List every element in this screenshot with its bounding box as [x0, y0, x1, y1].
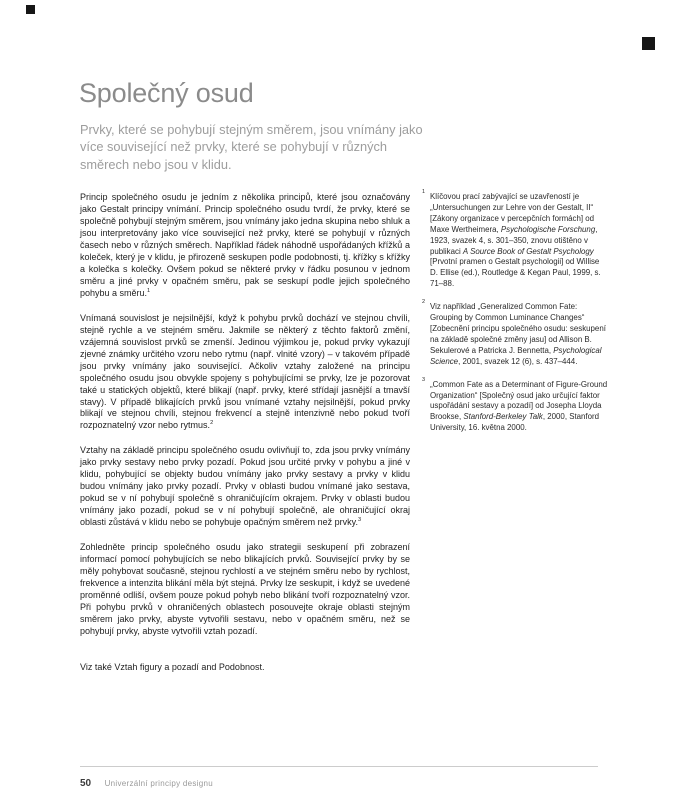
body-text-column	[80, 192, 410, 674]
chapter-tab-marker-icon	[642, 37, 655, 50]
see-also-line: Viz také Vztah figury a pozadí and Podobnost.	[80, 661, 265, 672]
page-title: Společný osud	[79, 78, 254, 108]
footnote-2: 2 Viz například „Generalized Common Fate: Grouping by Common Luminance Changes“ [Zobecnění principu společného osudu: seskupení na základě společné změny jasu] od Allison B. Sekulerové a Patricka J. Bennetta, Psychological Science, 2001, svazek 12 (6), s. 437–444.	[422, 299, 606, 366]
footnotes-column	[422, 189, 608, 446]
book-title: Univerzální principy designu	[104, 779, 214, 788]
footnote-3: 3 „Common Fate as a Determinant of Figure-Ground Organization“ [Společný osud jako určující faktor uspořádání sestavy a pozadí] od Josepha Lloyda Brookse, Stanford-Berkeley Talk, 2000, Stanford University, 16. května 2000.	[422, 376, 608, 433]
body-paragraph-1: Princip společného osudu je jedním z několika principů, které jsou označovány jako Gestalt principy vnímání. Princip společného osudu tvrdí, že prvky, které se společně pohybují stejným směrem, jsou vnímány jako jedna skupina nebo shluk a jsou interpretovány jako více související než prvky, které se pohybují v různých časech nebo v různých směrech. Například řádek náhodně uspořádaných křížků a koleček, který je v klidu, je přirozeně seskupen podle podobnosti, tj. křížky s křížky a kolečka s kolečky. Ovšem pokud se některé prvky v řádku posunou v jednom směru a jiné prvky v opačném směru, pak se seskupí podle jejich společného pohybu a směru.$^1$	[80, 192, 410, 298]
body-paragraph-3: Vztahy na základě principu společného osudu ovlivňují to, zda jsou prvky vnímány jako prvky sestavy nebo prvky pozadí. Pokud jsou určité prvky v pohybu a jiné v klidu, pohybující se objekty budou vnímány jako prvky sestavy a prvky v klidu budou vnímány jako prvky pozadí. Prvky v oblasti budou vnímané jako sestava, pokud se v ní pohybují společně s ohraničujícím okrajem. Prvky v oblasti budou vnímány jako pozadí, pokud se v ní pohybují společně, ale ohraničující okraj oblasti zůstává v klidu nebo se pohybuje opačným směrem než prvky.$^3$	[80, 445, 410, 528]
footnote-1: 1 Klíčovou prací zabývající se uzavřeností je „Untersuchungen zur Lehre von der Gestalt, II“ [Zákony organizace v percepčních formách] od Maxe Wertheimera, Psychologische Forschung, 1923, svazek 4, s. 301–350, znovu otištěno v publikaci A Source Book of Gestalt Psychology [Prvotní pramen o Gestalt psychologii] od Willise D. Ellise (ed.), Routledge & Kegan Paul, 1999, s. 71–88.	[422, 189, 601, 289]
footnote-text: Klíčovou prací zabývající se uzavřeností je „Untersuchungen zur Lehre von der Gestalt, II“ [Zákony organizace v percepčních formách] od Maxe Wertheimera, Psychologische Forschung, 1923, svazek 4, s. 301–350, znovu otištěno v publikaci A Source Book of Gestalt Psychology [Prvotní pramen o Gestalt psychologii] od Willise D. Ellise (ed.), Routledge & Kegan Paul, 1999, s. 71–88.	[430, 192, 601, 289]
page-footer	[80, 766, 598, 791]
body-paragraph-4: Zohledněte princip společného osudu jako strategii seskupení při zobrazení informací pomocí pohybujících se nebo blikajících prvků. Související prvky by se měly pohybovat současně, stejnou rychlostí a ve stejném směru nebo by rychlost, frekvence a intenzita blikání měla být stejná. Prvky lze seskupit, i když se uvedené proměnné odliší, ovšem pouze pokud pohyb nebo blikání tvoří rozpoznatelný vzor. Při pohybu prvků v ohraničených oblastech posouvejte okraje oblasti stejným směrem jako prvky, abyste vytvořili sestavu, nebo v opačném směru, než se pohybují prvky, abyste vytvořili vztah pozadí.	[80, 542, 410, 636]
page-subtitle: Prvky, které se pohybují stejným směrem, jsou vnímány jako více související než prvky, které se pohybují v různých směrech nebo jsou v klidu.	[80, 122, 423, 172]
footnote-text: „Common Fate as a Determinant of Figure-Ground Organization“ [Společný osud jako určující faktor uspořádání sestavy a pozadí] od Josepha Lloyda Brookse, Stanford-Berkeley Talk, 2000, Stanford University, 16. května 2000.	[430, 379, 608, 433]
body-paragraph-2: Vnímaná souvislost je nejsilnější, když k pohybu prvků dochází ve stejnou chvíli, stejně rychle a ve stejném směru. Jakmile se některý z těchto faktorů změní, vzájemná souvislost prvků se zmenší. Jedinou výjimkou je, pokud prvky vykazují zjevné známky určitého vzoru nebo rytmu (např. vlnité vzory) – v takovém případě jsou prvky vnímány jako související. Ačkoliv vztahy založené na principu společného osudu jsou obvykle spojeny s pohybujícími se prvky, lze je pozorovat také u statických objektů, které blikají (např. prvky, které střídají jasnější a tmavší stavy). V případě blikajících prvků jsou vnímané vztahy nejsilnější, pokud prvky blikají ve stejnou chvíli, stejnou frekvencí a stejně intenzivně nebo pokud tvoří rozpoznatelný vzor nebo rytmus.$^2$	[80, 312, 410, 431]
footnote-text: Viz například „Generalized Common Fate: Grouping by Common Luminance Changes“ [Zobecnění principu společného osudu: seskupení na základě společné změny jasu] od Allison B. Sekulerové a Patricka J. Bennetta, Psychological Science, 2001, svazek 12 (6), s. 437–444.	[430, 302, 606, 366]
page-number: 50	[80, 778, 92, 789]
corner-marker-icon	[26, 5, 35, 14]
